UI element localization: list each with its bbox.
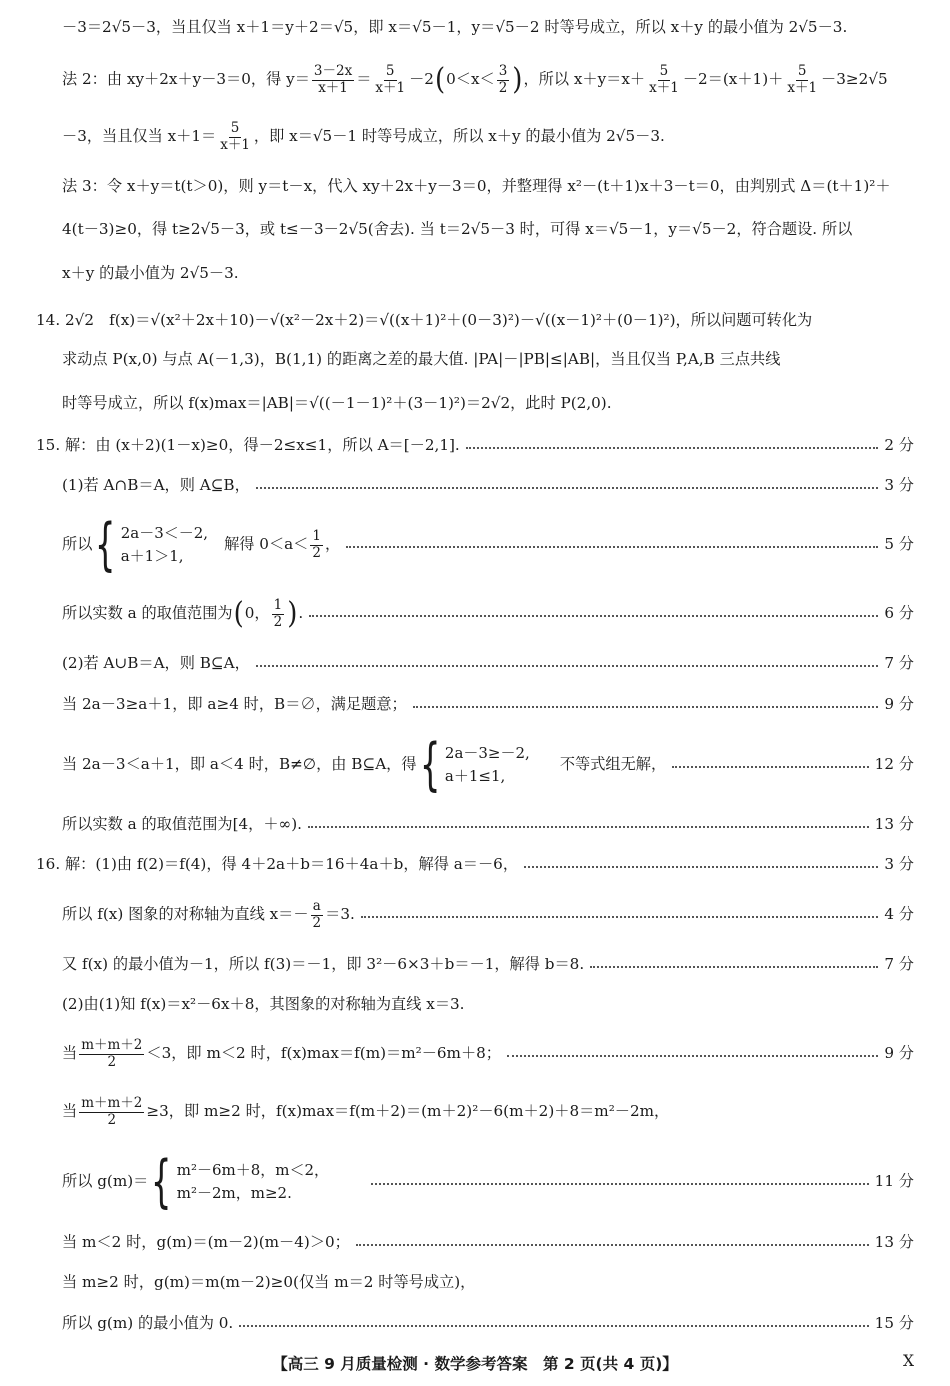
score-label: 5 分	[884, 535, 914, 554]
score-label: 11 分	[874, 1172, 914, 1191]
text-line	[62, 63, 914, 97]
brace: {	[151, 1148, 172, 1215]
leader-dots	[507, 1055, 878, 1057]
fraction	[272, 598, 285, 630]
score-label: 2 分	[884, 436, 914, 454]
scored-line	[62, 478, 914, 493]
fraction	[310, 529, 323, 561]
line-text: ，即 x＝√5－1 时等号成立，所以 x＋y 的最小值为 2√5－3.	[253, 127, 665, 146]
fraction	[311, 899, 324, 931]
line-text: 0，	[244, 604, 270, 623]
leader-dots	[466, 447, 879, 449]
text-line	[62, 352, 914, 367]
fraction	[785, 64, 819, 96]
case-row: 2a－3≥－2,	[444, 743, 530, 762]
line-text: ＝3.	[325, 905, 355, 924]
line-text: 当	[62, 1044, 78, 1063]
line-text: 16. 解：(1)由 f(2)＝f(4)，得 4＋2a＋b＝16＋4a＋b，解得 a＝－6，	[36, 855, 519, 873]
text-line	[62, 1275, 914, 1290]
line-text: 时等号成立，所以 f(x)max＝|AB|＝√((－1－1)²＋(3－1)²)＝2√2，此时 P(2,0).	[62, 394, 612, 412]
line-text: 14. 2√2 f(x)＝√(x²＋2x＋10)－√(x²－2x＋2)＝√((x＋1)²＋(0－3)²)－√((x－1)²＋(0－1)²)，所以问题可转化为	[36, 311, 813, 329]
denominator: 2	[107, 1111, 117, 1128]
text-line	[62, 120, 914, 154]
scored-line	[62, 697, 914, 712]
line-text: (1)若 A∩B＝A，则 A⊆B，	[62, 476, 250, 494]
text-line	[62, 179, 914, 194]
leader-dots	[590, 966, 878, 968]
line-text: 当 m＜2 时，g(m)＝(m－2)(m－4)＞0；	[62, 1233, 350, 1251]
score-label: 7 分	[884, 654, 914, 672]
page-footer	[0, 1352, 950, 1374]
scored-line	[62, 898, 914, 932]
line-text: －2	[409, 70, 434, 89]
left-paren: (	[233, 596, 244, 632]
numerator: m＋m＋2	[81, 1036, 143, 1053]
case-row: a＋1＞1,	[120, 547, 184, 565]
scored-line	[62, 1037, 914, 1071]
line-text: ≥3，即 m≥2 时，f(x)max＝f(m＋2)＝(m＋2)²－6(m＋2)＋8＝m²－2m，	[146, 1102, 670, 1121]
text-line	[62, 222, 914, 237]
fraction	[647, 64, 681, 96]
line-text: ＝	[356, 70, 372, 89]
line-text: 当 2a－3＜a＋1，即 a＜4 时，B≠∅，由 B⊆A，得	[62, 755, 417, 774]
line-text: 所以实数 a 的取值范围为[4，＋∞).	[62, 815, 302, 833]
line-text: 法 3：令 x＋y＝t(t＞0)，则 y＝t－x，代入 xy＋2x＋y－3＝0，并整理得 x²－(t＋1)x＋3－t＝0，由判别式 Δ＝(t＋1)²＋	[62, 177, 891, 195]
line-text: 15. 解：由 (x＋2)(1－x)≥0，得－2≤x≤1，所以 A＝[－2,1].	[36, 436, 460, 454]
scored-line	[62, 1316, 914, 1331]
fraction	[79, 1096, 144, 1128]
scored-line	[62, 656, 914, 671]
line-text: 当 2a－3≥a＋1，即 a≥4 时，B＝∅，满足题意；	[62, 695, 407, 713]
fraction	[312, 64, 354, 96]
scored-line	[62, 817, 914, 832]
line-text: －2＝(x＋1)＋	[682, 70, 784, 89]
scored-line	[62, 731, 914, 798]
leader-dots	[371, 1183, 869, 1185]
line-text: 0＜x＜	[446, 70, 495, 89]
right-paren: )	[287, 596, 298, 632]
text-line	[62, 266, 914, 281]
numerator: 3－2x	[313, 62, 353, 79]
case-row: m²－2m，m≥2.	[176, 1184, 292, 1202]
score-label: 9 分	[884, 695, 914, 713]
line-text: ＜3，即 m＜2 时，f(x)max＝f(m)＝m²－6m＋8；	[146, 1044, 501, 1063]
right-paren: )	[512, 62, 523, 98]
line-text: x＋y 的最小值为 2√5－3.	[62, 264, 239, 282]
score-label: 13 分	[874, 1233, 914, 1251]
scored-line	[36, 438, 914, 453]
line-text: 又 f(x) 的最小值为－1，所以 f(3)＝－1，即 3²－6×3＋b＝－1，解得 b＝8.	[62, 955, 585, 973]
denominator: 2	[273, 613, 283, 630]
scored-line	[62, 1235, 914, 1250]
case-system	[419, 731, 530, 798]
numerator: 1	[273, 596, 283, 613]
denominator: 2	[312, 544, 321, 561]
brace: {	[95, 511, 116, 578]
denominator: x＋1	[220, 136, 250, 153]
line-text: 所以实数 a 的取值范围为	[62, 604, 233, 623]
score-label: 13 分	[874, 815, 914, 833]
text-line	[62, 396, 914, 411]
line-text: －3≥2√5	[821, 70, 888, 89]
line-text: (2)由(1)知 f(x)＝x²－6x＋8，其图象的对称轴为直线 x＝3.	[62, 995, 465, 1013]
line-text: 所以 g(m) 的最小值为 0.	[62, 1314, 234, 1332]
case-row: a＋1≤1,	[444, 767, 506, 785]
denominator: x＋1	[649, 79, 679, 96]
score-label: 3 分	[884, 476, 914, 494]
numerator: 5	[230, 119, 240, 136]
line-text: 当	[62, 1102, 78, 1121]
line-text: ，	[324, 535, 341, 554]
fraction	[497, 64, 510, 96]
denominator: x＋1	[375, 79, 406, 96]
numerator: 5	[797, 62, 807, 79]
case-row: m²－6m＋8，m＜2，	[176, 1160, 330, 1179]
text-line	[36, 313, 914, 328]
line-text: 所以	[62, 535, 93, 554]
leader-dots	[309, 615, 878, 617]
fraction	[79, 1038, 144, 1070]
denominator: x＋1	[318, 79, 348, 96]
leader-dots	[256, 487, 879, 489]
line-text: 4(t－3)≥0，得 t≥2√5－3，或 t≤－3－2√5(舍去). 当 t＝2√5－3 时，可得 x＝√5－1，y＝√5－2，符合题设. 所以	[62, 220, 853, 238]
leader-dots	[361, 916, 879, 918]
numerator: a	[312, 897, 321, 914]
denominator: 2	[107, 1053, 117, 1070]
score-label: 7 分	[884, 955, 914, 973]
leader-dots	[239, 1325, 868, 1327]
numerator: m＋m＋2	[81, 1094, 143, 1111]
line-text: .	[298, 604, 304, 623]
case-system	[94, 511, 209, 578]
text-line	[62, 997, 914, 1012]
numerator: 3	[498, 62, 508, 79]
footer-text: 【高三 9 月质量检测 · 数学参考答案 第 2 页(共 4 页)】	[272, 1355, 678, 1373]
line-text: 解得 0＜a＜	[224, 535, 309, 554]
line-text: (2)若 A∪B＝A，则 B⊆A，	[62, 654, 250, 672]
scored-line	[62, 957, 914, 972]
line-text: －3＝2√5－3，当且仅当 x＋1＝y＋2＝√5，即 x＝√5－1，y＝√5－2 时等号成立，所以 x＋y 的最小值为 2√5－3.	[62, 18, 848, 36]
left-paren: (	[434, 62, 446, 98]
numerator: 1	[312, 527, 321, 544]
line-text: －3，当且仅当 x＋1＝	[62, 127, 217, 146]
brace: {	[419, 731, 441, 798]
leader-dots	[672, 766, 869, 768]
fraction	[218, 121, 252, 153]
fraction	[373, 64, 407, 96]
leader-dots	[356, 1244, 869, 1246]
denominator: 2	[498, 79, 508, 96]
line-text: ，所以 x＋y＝x＋	[523, 70, 646, 89]
score-label: 9 分	[884, 1044, 914, 1063]
line-text: 不等式组无解，	[559, 755, 667, 774]
leader-dots	[308, 826, 869, 828]
line-text: 所以 f(x) 图象的对称轴为直线 x＝－	[62, 905, 309, 924]
footer-mark: X	[902, 1352, 914, 1370]
leader-dots	[256, 665, 879, 667]
numerator: 5	[659, 62, 669, 79]
score-label: 4 分	[884, 905, 914, 924]
scored-line	[62, 511, 914, 578]
text-line	[62, 20, 914, 35]
scored-line	[36, 857, 914, 872]
score-label: 6 分	[884, 604, 914, 623]
text-line	[62, 1095, 914, 1129]
leader-dots	[524, 866, 878, 868]
denominator: x＋1	[787, 79, 818, 96]
leader-dots	[346, 546, 878, 548]
line-text: 当 m≥2 时，g(m)＝m(m－2)≥0(仅当 m＝2 时等号成立)，	[62, 1273, 476, 1291]
line-text: 求动点 P(x,0) 与点 A(－1,3)，B(1,1) 的距离之差的最大值. |PA|－|PB|≤|AB|，当且仅当 P,A,B 三点共线	[62, 350, 781, 368]
leader-dots	[413, 706, 879, 708]
score-label: 15 分	[874, 1314, 914, 1332]
scored-line	[62, 597, 914, 631]
case-row: 2a－3＜－2,	[120, 523, 209, 542]
line-text: 所以 g(m)＝	[62, 1172, 149, 1191]
numerator: 5	[385, 62, 395, 79]
scored-line	[62, 1148, 914, 1215]
score-label: 12 分	[874, 755, 914, 774]
case-system	[150, 1148, 330, 1215]
denominator: 2	[312, 914, 322, 931]
line-text: 法 2：由 xy＋2x＋y－3＝0，得 y＝	[62, 70, 310, 89]
score-label: 3 分	[884, 855, 914, 873]
